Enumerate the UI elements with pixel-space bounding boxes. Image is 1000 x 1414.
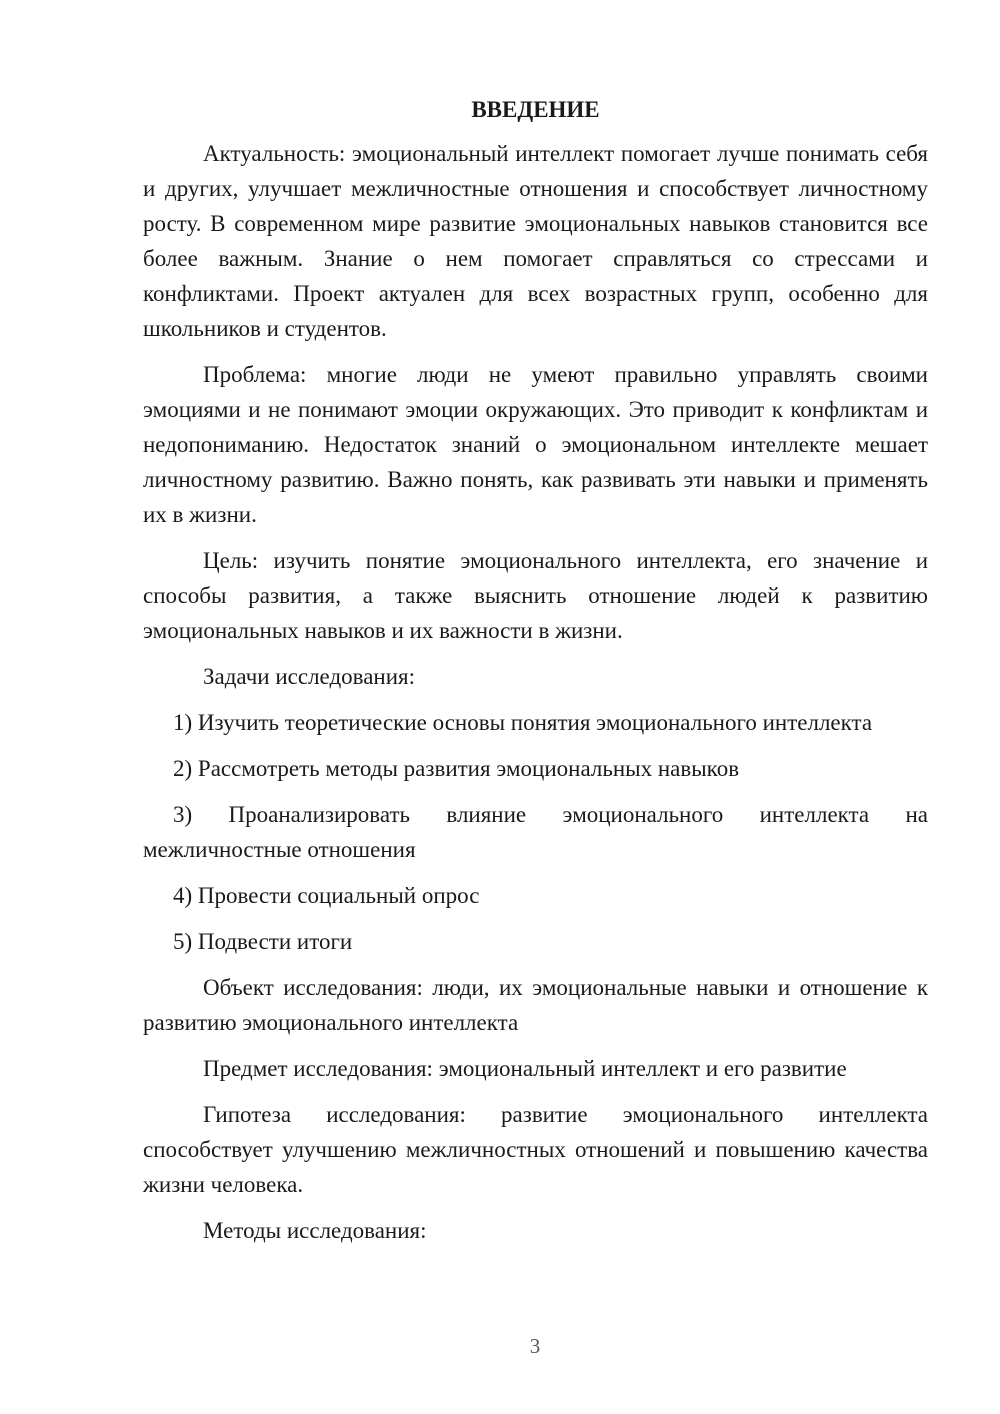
paragraph-subject: Предмет исследования: эмоциональный интеллект и его развитие [203,1056,847,1081]
page-number: 3 [529,1334,541,1358]
paragraph-relevance: Актуальность: эмоциональный интеллект помогает лучше понимать себя и других, улучшает межличностные отношения и способствует личностному росту. В современном мире развитие эмоциональных навыков становится все более важным. Знание о нем помогает справляться со стрессами и конфликтами. Проект актуален для всех возрастных групп, особенно для школьников и студентов. [143,141,928,341]
task-item: 4) Провести социальный опрос [173,883,480,908]
paragraph-hypothesis: Гипотеза исследования: развитие эмоционального интеллекта способствует улучшению межличностных отношений и повышению качества жизни человека. [143,1102,928,1197]
task-item: 1) Изучить теоретические основы понятия эмоционального интеллекта [173,710,873,735]
paragraph-goal: Цель: изучить понятие эмоционального интеллекта, его значение и способы развития, а также выяснить отношение людей к развитию эмоциональных навыков и их важности в жизни. [143,548,928,643]
page-title: ВВЕДЕНИЕ [471,97,600,122]
task-item: 5) Подвести итоги [173,929,353,954]
task-item: 3) Проанализировать влияние эмоционального интеллекта на межличностные отношения [143,802,928,862]
tasks-heading: Задачи исследования: [203,664,416,689]
methods-heading: Методы исследования: [203,1218,427,1243]
document-page [143,92,928,1259]
paragraph-problem: Проблема: многие люди не умеют правильно управлять своими эмоциями и не понимают эмоции окружающих. Это приводит к конфликтам и недопониманию. Недостаток знаний о эмоциональном интеллекте мешает личностному развитию. Важно понять, как развивать эти навыки и применять их в жизни. [143,362,928,527]
task-item: 2) Рассмотреть методы развития эмоциональных навыков [173,756,740,781]
paragraph-object: Объект исследования: люди, их эмоциональные навыки и отношение к развитию эмоционального интеллекта [143,975,928,1035]
